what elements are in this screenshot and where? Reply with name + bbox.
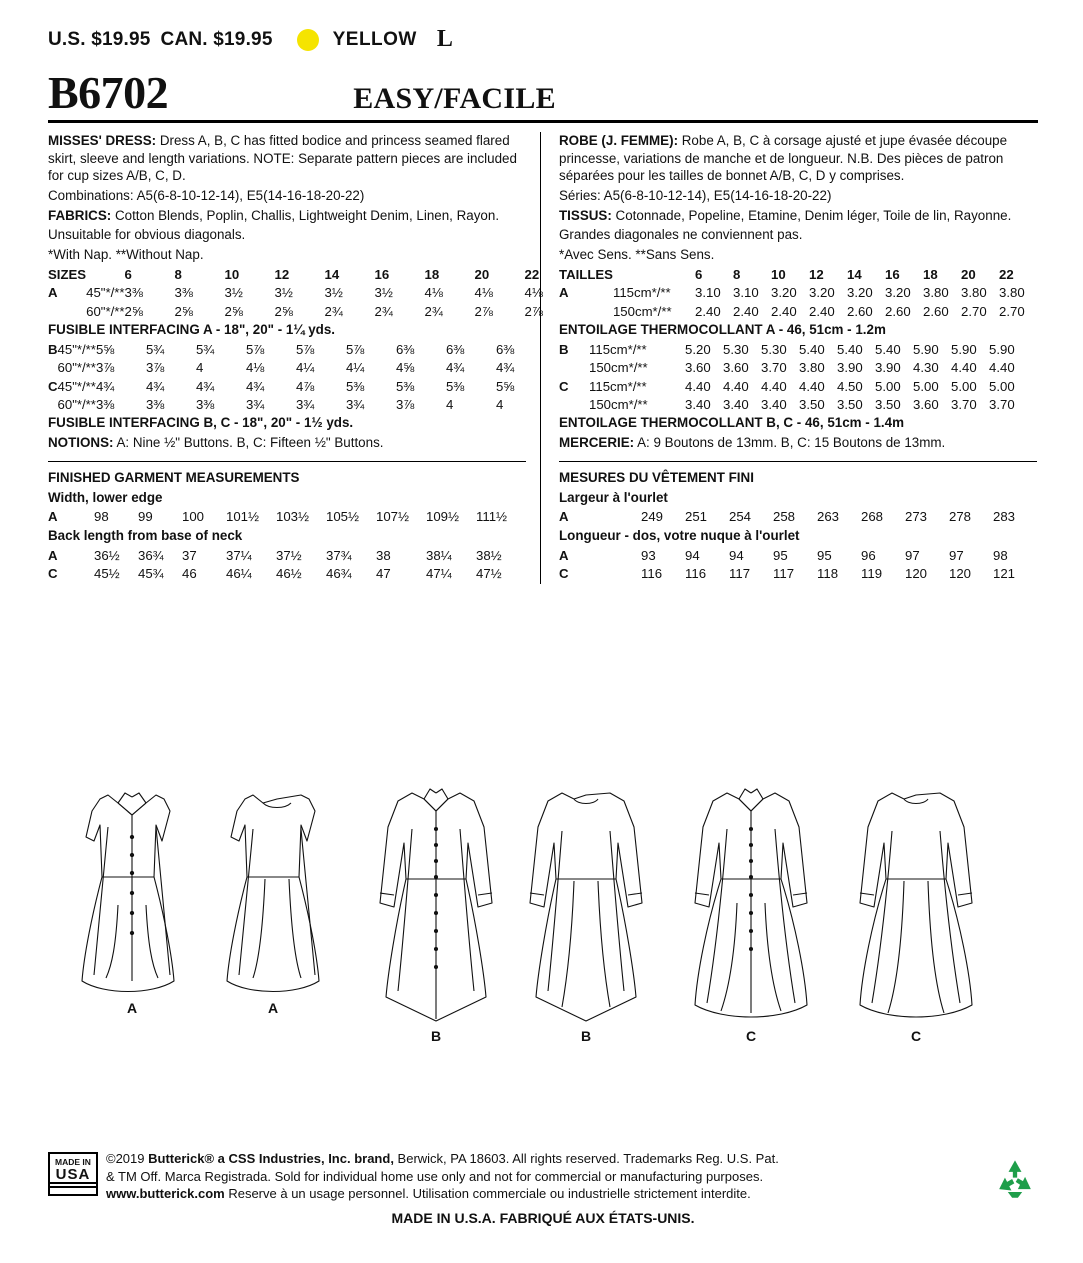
- measurement-values: 45½ 45¾ 46 46¼ 46½ 46¾ 47 47¼ 47½: [94, 566, 502, 582]
- yardage-values: 3.40 3.40 3.40 3.50 3.50 3.50 3.60 3.70 3.70: [685, 397, 1015, 413]
- price-us: U.S. $19.95: [48, 28, 151, 50]
- size-header: 22: [524, 266, 540, 282]
- price-row: [48, 26, 1038, 53]
- garment-line-art: [48, 775, 1038, 1065]
- french-fgm-back-label: Longueur - dos, votre nuque à l'ourlet: [559, 527, 800, 543]
- french-size-headers: [695, 266, 1037, 284]
- color-name: YELLOW: [332, 28, 417, 50]
- english-sizes-label: SIZES: [48, 266, 87, 282]
- yardage-values: 4¾ 4¾ 4¾ 4¾ 4⅞ 5⅜ 5⅜ 5⅜ 5⅝: [95, 378, 515, 394]
- table-row: [559, 284, 1037, 302]
- title-divider: [48, 120, 1038, 123]
- english-fgm-width-table: [48, 508, 526, 527]
- table-row: [48, 341, 546, 359]
- yardage-values: 2.40 2.40 2.40 2.40 2.60 2.60 2.60 2.70 2.70: [695, 303, 1025, 319]
- french-column: [540, 132, 1037, 584]
- fabric-width: 150cm*/**: [589, 397, 648, 413]
- view-label: A: [48, 509, 58, 525]
- yardage-values: 2⅝ 2⅝ 2⅝ 2⅝ 2¾ 2¾ 2¾ 2⅞ 2⅞: [124, 303, 543, 319]
- table-row: [48, 284, 575, 302]
- english-fgm-title: FINISHED GARMENT MEASUREMENTS: [48, 469, 300, 485]
- size-header: 8: [174, 266, 182, 282]
- website-link[interactable]: www.butterick.com: [106, 1186, 225, 1202]
- fabric-width: 115cm*/**: [612, 285, 671, 301]
- view-label: A: [559, 547, 569, 563]
- figure-label: B: [580, 1028, 592, 1044]
- measurement-values: 116 116 117 117 118 119 120 120 121: [641, 566, 1016, 582]
- figure-label: B: [430, 1028, 442, 1044]
- table-row: [48, 359, 546, 377]
- view-label: B: [48, 341, 58, 357]
- flag-stripes-icon: [50, 1182, 96, 1190]
- yardage-values: 3⅞ 3⅞ 4 4⅛ 4¼ 4¼ 4⅝ 4¾ 4¾: [95, 360, 515, 376]
- figure-label: C: [745, 1028, 757, 1044]
- size-header: 6: [124, 266, 132, 282]
- footer: [48, 1150, 1038, 1228]
- figure-label: A: [126, 1000, 138, 1016]
- size-header: 18: [923, 266, 938, 282]
- size-header: 20: [961, 266, 976, 282]
- english-interfacing-a: FUSIBLE INTERFACING A - 18", 20" - 1¼ yds.: [48, 322, 336, 338]
- view-label: B: [559, 341, 569, 357]
- french-nap: *Avec Sens. **Sans Sens.: [559, 247, 715, 263]
- english-fgm-back-label: Back length from base of neck: [48, 527, 243, 543]
- english-yardage-table-b: [48, 341, 546, 415]
- line-drawings: [48, 775, 1038, 1065]
- fabric-width: 60"*/**: [86, 303, 125, 319]
- measurement-values: 98 99 100 101½ 103½ 105½ 107½ 109½ 111½: [94, 509, 508, 525]
- fabric-width: 45"*/**: [57, 341, 96, 357]
- measurement-values: 93 94 94 95 95 96 97 97 98: [641, 547, 1008, 563]
- footer-made-in-line: MADE IN U.S.A. FABRIQUÉ AUX ÉTATS-UNIS.: [391, 1209, 695, 1226]
- size-header: 12: [274, 266, 290, 282]
- copyright-year: ©2019: [106, 1151, 149, 1166]
- info-columns: [48, 132, 1038, 584]
- size-header: 22: [999, 266, 1014, 282]
- english-description: [48, 132, 526, 185]
- french-fgm-title: MESURES DU VÊTEMENT FINI: [559, 469, 754, 485]
- table-row: [559, 565, 1037, 584]
- section-divider: [559, 461, 1037, 462]
- english-yardage-table: [48, 266, 575, 321]
- french-fabrics: [559, 207, 1037, 225]
- table-row: [559, 378, 1037, 396]
- french-fgm-width-table: [559, 508, 1037, 527]
- table-row: [559, 396, 1037, 414]
- yardage-values: 4.40 4.40 4.40 4.40 4.50 5.00 5.00 5.00 5.00: [685, 378, 1015, 394]
- table-row: [559, 266, 1037, 284]
- english-unsuitable: Unsuitable for obvious diagonals.: [48, 227, 246, 243]
- french-yardage-table: [559, 266, 1037, 321]
- french-fgm-back-table: [559, 547, 1037, 584]
- english-fabrics-text: Cotton Blends, Poplin, Challis, Lightweight Denim, Linen, Rayon.: [111, 207, 500, 223]
- fabric-width: 150cm*/**: [612, 303, 672, 319]
- footer-line-3: [106, 1185, 1038, 1203]
- yardage-values: 5⅝ 5¾ 5¾ 5⅞ 5⅞ 5⅞ 6⅜ 6⅜ 6⅜: [95, 341, 515, 357]
- fabric-width: 115cm*/**: [589, 341, 647, 357]
- french-combinations: Séries: A5(6-8-10-12-14), E5(14-16-18-20-22): [559, 188, 832, 204]
- english-nap: *With Nap. **Without Nap.: [48, 247, 204, 263]
- table-row: [559, 359, 1037, 377]
- made-in-text: MADE IN: [55, 1156, 91, 1167]
- french-fgm-width-label: Largeur à l'ourlet: [559, 489, 668, 505]
- french-yardage-table-b: [559, 341, 1037, 415]
- english-fabrics: [48, 207, 526, 225]
- english-notions: [48, 434, 526, 452]
- french-description-label: ROBE (J. FEMME):: [559, 133, 679, 148]
- color-swatch-icon: [297, 29, 319, 51]
- french-notions-label: MERCERIE:: [559, 435, 635, 451]
- footer-line-2: & TM Off. Marca Registrada. Sold for individual home use only and not for commercial or manufacturing purposes.: [106, 1168, 764, 1184]
- french-notions: [559, 434, 1037, 452]
- english-description-label: MISSES' DRESS:: [48, 133, 157, 148]
- english-notions-text: A: Nine ½" Buttons. B, C: Fifteen ½" Buttons.: [113, 435, 384, 451]
- fabric-width: 115cm*/**: [589, 378, 647, 394]
- size-header: 10: [224, 266, 240, 282]
- made-in-usa-badge: [48, 1152, 98, 1196]
- figure-label: C: [910, 1028, 922, 1044]
- table-row: [48, 508, 526, 527]
- price-can: CAN. $19.95: [160, 28, 273, 50]
- fabric-width: 60"*/**: [57, 397, 96, 413]
- table-row: [48, 378, 546, 396]
- french-description-text: Robe A, B, C à corsage ajusté et jupe évasée découpe princesse, variations de manche et de longueur. N.B. Des pièces de patron séparées pour les tailles de bonnet A/B, C, D y comprises.: [559, 133, 1008, 184]
- measurement-values: 249 251 254 258 263 268 273 278 283: [641, 509, 1016, 525]
- table-row: [48, 303, 575, 321]
- size-header: 16: [885, 266, 900, 282]
- size-code: L: [436, 26, 454, 52]
- fabric-width: 45"*/**: [86, 285, 125, 301]
- table-row: [559, 508, 1037, 527]
- french-sizes-label: TAILLES: [559, 266, 613, 282]
- view-label: A: [559, 285, 569, 301]
- pattern-number: B6702: [48, 67, 169, 118]
- french-notions-text: A: 9 Boutons de 13mm. B, C: 15 Boutons de 13mm.: [634, 435, 946, 451]
- table-row: [559, 303, 1037, 321]
- english-fabrics-label: FABRICS:: [48, 207, 112, 223]
- view-label: C: [48, 566, 58, 582]
- section-divider: [48, 461, 526, 462]
- table-row: [48, 565, 526, 584]
- english-size-headers: [125, 266, 575, 284]
- view-label: A: [559, 509, 569, 525]
- english-fgm-back-table: [48, 547, 526, 584]
- view-label: C: [48, 378, 58, 394]
- footer-line-1: [106, 1150, 1038, 1168]
- view-label: A: [48, 285, 58, 301]
- size-header: 14: [847, 266, 862, 282]
- yardage-values: 3.60 3.60 3.70 3.80 3.90 3.90 4.30 4.40 4.40: [685, 360, 1015, 376]
- french-interfacing-a: ENTOILAGE THERMOCOLLANT A - 46, 51cm - 1.2m: [559, 322, 886, 338]
- english-notions-label: NOTIONS:: [48, 435, 114, 451]
- yardage-values: 5.20 5.30 5.30 5.40 5.40 5.40 5.90 5.90 5.90: [685, 341, 1015, 357]
- view-label: C: [559, 378, 569, 394]
- fabric-width: 60"*/**: [57, 360, 96, 376]
- size-header: 8: [733, 266, 741, 282]
- french-fabrics-text: Cotonnade, Popeline, Etamine, Denim léger, Toile de lin, Rayonne.: [611, 207, 1012, 223]
- size-header: 14: [324, 266, 340, 282]
- difficulty-label: EASY/FACILE: [353, 82, 556, 115]
- english-combinations: Combinations: A5(6-8-10-12-14), E5(14-16-18-20-22): [48, 188, 365, 204]
- french-unsuitable: Grandes diagonales ne conviennent pas.: [559, 227, 803, 243]
- view-label: C: [559, 566, 569, 582]
- table-row: [48, 396, 546, 414]
- english-fgm-width-label: Width, lower edge: [48, 489, 163, 505]
- table-row: [48, 266, 575, 284]
- english-description-text: Dress A, B, C has fitted bodice and princess seamed flared skirt, sleeve and length variations. NOTE: Separate pattern pieces are included for cup sizes A/B, C, D.: [48, 133, 517, 184]
- english-column: [48, 132, 543, 584]
- table-row: [559, 547, 1037, 566]
- footer-line-3-rest: Reserve à un usage personnel. Utilisation commerciale ou industrielle strictement interdite.: [224, 1186, 751, 1202]
- measurement-values: 36½ 36¾ 37 37¼ 37½ 37¾ 38 38¼ 38½: [94, 547, 502, 563]
- footer-text: [106, 1150, 1038, 1228]
- view-label: A: [48, 547, 58, 563]
- table-row: [559, 341, 1037, 359]
- title-row: [48, 66, 1038, 119]
- french-fabrics-label: TISSUS:: [559, 207, 612, 223]
- figure-label: A: [267, 1000, 279, 1016]
- size-header: 18: [424, 266, 440, 282]
- french-interfacing-bc: ENTOILAGE THERMOCOLLANT B, C - 46, 51cm - 1.4m: [559, 415, 904, 431]
- size-header: 10: [771, 266, 786, 282]
- brand-name: Butterick® a CSS Industries, Inc. brand,: [148, 1151, 394, 1166]
- yardage-values: 3⅜ 3⅜ 3½ 3½ 3½ 3½ 4⅛ 4⅛ 4⅛: [124, 285, 543, 301]
- size-header: 20: [474, 266, 490, 282]
- french-description: [559, 132, 1037, 185]
- footer-line-1-rest: Berwick, PA 18603. All rights reserved. Trademarks Reg. U.S. Pat.: [393, 1151, 779, 1166]
- size-header: 6: [695, 266, 703, 282]
- size-header: 16: [374, 266, 390, 282]
- table-row: [48, 547, 526, 566]
- fabric-width: 150cm*/**: [589, 360, 648, 376]
- english-interfacing-bc: FUSIBLE INTERFACING B, C - 18", 20" - 1½ yds.: [48, 415, 354, 431]
- yardage-values: 3.10 3.10 3.20 3.20 3.20 3.20 3.80 3.80 3.80: [695, 285, 1025, 301]
- yardage-values: 3⅜ 3⅜ 3⅜ 3¾ 3¾ 3¾ 3⅞ 4 4: [95, 397, 504, 413]
- recycle-icon: [992, 1156, 1038, 1202]
- size-header: 12: [809, 266, 824, 282]
- usa-text: USA: [55, 1165, 91, 1183]
- fabric-width: 45"*/**: [57, 378, 96, 394]
